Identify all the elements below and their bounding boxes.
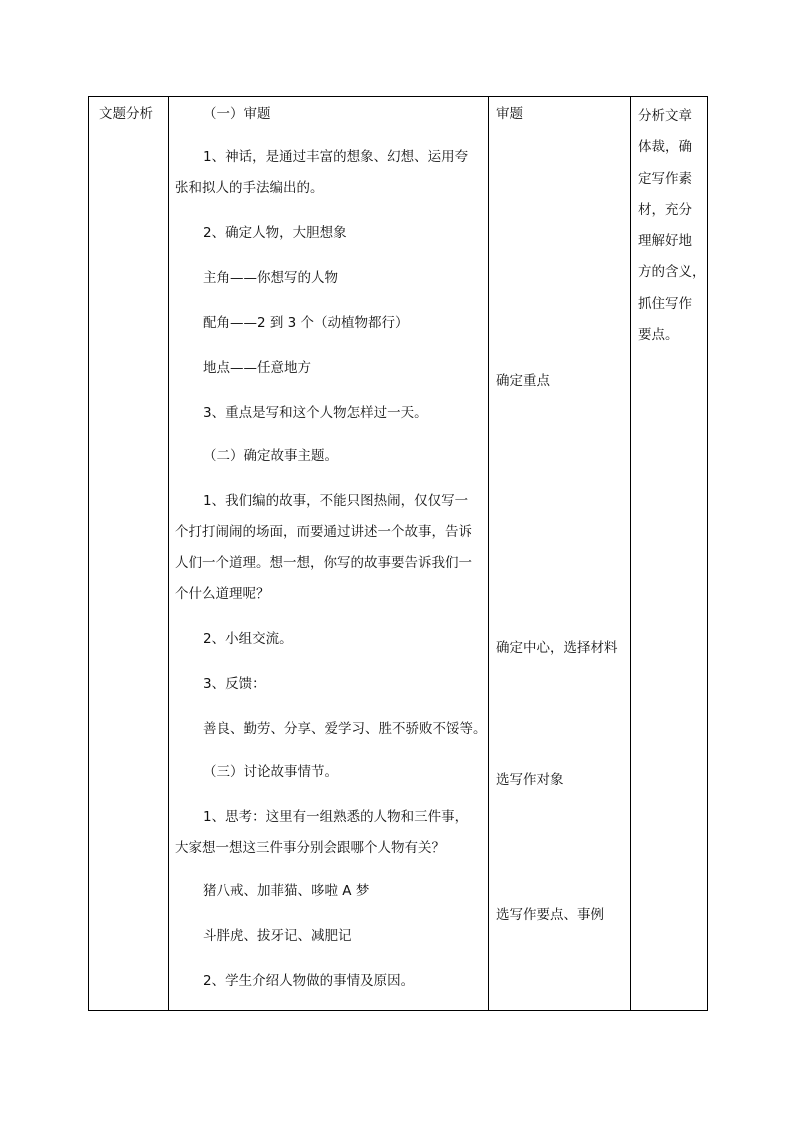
intent-line: 方的含义， xyxy=(638,264,706,281)
intent-line: 抓住写作 xyxy=(638,295,692,312)
intent-line: 要点。 xyxy=(638,327,679,344)
activity-item: 确定中心，选择材料 xyxy=(496,640,618,656)
content-line: 3、重点是写和这个人物怎样过一天。 xyxy=(203,405,428,421)
content-line: 个打打闹闹的场面，而要通过讲述一个故事，告诉 xyxy=(175,524,472,540)
intent-line: 体裁，确 xyxy=(638,139,692,156)
activity-item: 审题 xyxy=(496,106,523,122)
content-line: （一）审题 xyxy=(203,106,271,122)
content-line: （三）讨论故事情节。 xyxy=(203,764,338,780)
stage-label: 文题分析 xyxy=(99,106,153,122)
intent-line: 材，充分 xyxy=(638,201,692,218)
content-line: 主角——你想写的人物 xyxy=(203,270,338,286)
content-line: 善良、勤劳、分享、爱学习、胜不骄败不馁等。 xyxy=(203,721,487,737)
intent-line: 理解好地 xyxy=(638,233,692,250)
content-line: 1、神话，是通过丰富的想象、幻想、运用夸 xyxy=(203,149,469,165)
content-line: 个什么道理呢？ xyxy=(175,586,270,602)
content-line: 2、学生介绍人物做的事情及原因。 xyxy=(203,973,415,989)
content-line: 3、反馈： xyxy=(203,676,266,692)
activity-item: 选写作对象 xyxy=(496,772,564,788)
content-line: 2、小组交流。 xyxy=(203,631,293,647)
content-line: 人们一个道理。想一想，你写的故事要告诉我们一 xyxy=(175,555,472,571)
intent-line: 分析文章 xyxy=(638,108,692,124)
content-line: 大家想一想这三件事分别会跟哪个人物有关？ xyxy=(175,840,445,856)
content-line: 1、我们编的故事，不能只图热闹，仅仅写一 xyxy=(203,493,469,509)
activity-item: 确定重点 xyxy=(496,373,550,389)
content-line: 1、思考：这里有一组熟悉的人物和三件事， xyxy=(203,809,469,825)
activity-item: 选写作要点、事例 xyxy=(496,907,604,923)
design-intent-cell xyxy=(631,97,708,1011)
content-line: （二）确定故事主题。 xyxy=(203,448,338,464)
lesson-plan-table xyxy=(88,96,708,1011)
content-line: 2、确定人物，大胆想象 xyxy=(203,225,347,241)
content-line: 张和拟人的手法编出的。 xyxy=(175,180,324,196)
student-activity-cell xyxy=(489,97,631,1011)
teaching-content-cell xyxy=(169,97,489,1011)
design-intent-text xyxy=(638,101,706,351)
content-line: 配角——2 到 3 个（动植物都行） xyxy=(203,315,409,331)
content-line: 斗胖虎、拔牙记、减肥记 xyxy=(203,928,352,944)
content-line: 猪八戒、加菲猫、哆啦 A 梦 xyxy=(203,883,370,899)
intent-line: 定写作素 xyxy=(638,170,692,187)
stage-cell xyxy=(89,97,169,1011)
content-line: 地点——任意地方 xyxy=(203,360,311,376)
table-row xyxy=(89,97,708,1011)
